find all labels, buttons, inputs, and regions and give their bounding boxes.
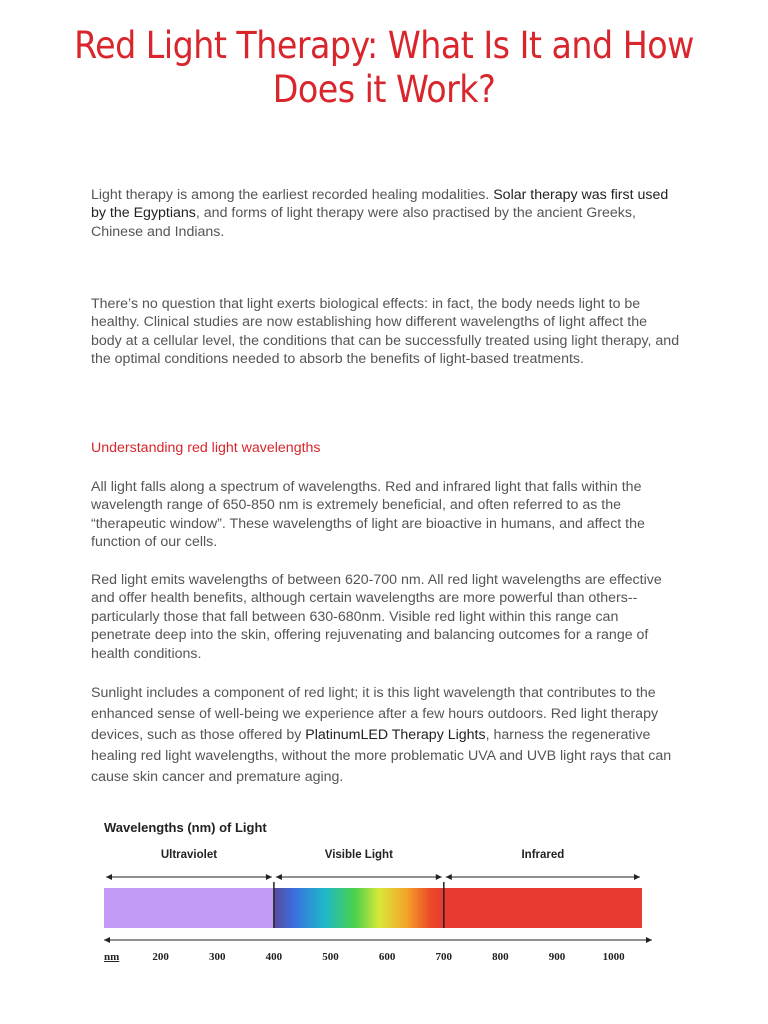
band-arrow-head <box>276 874 282 880</box>
band-label: Infrared <box>521 849 565 861</box>
band-arrow-head <box>436 874 442 880</box>
platinumled-link[interactable]: PlatinumLED Therapy Lights <box>305 727 486 743</box>
band-arrow-head <box>634 874 640 880</box>
tick-label: 300 <box>209 951 226 963</box>
tick-label: 700 <box>435 951 453 963</box>
tick-label: 600 <box>378 951 396 963</box>
band-arrow-head <box>266 874 272 880</box>
chart-title: Wavelengths (nm) of Light <box>104 820 267 835</box>
egyptians-link[interactable]: Solar therapy was first used by the Egyptians <box>91 187 669 222</box>
tick-label: 800 <box>492 951 509 963</box>
axis-arrow-right <box>646 937 652 943</box>
paragraph-intro: Light therapy is among the earliest recorded healing modalities. Solar therapy was first used by the Egyptians, and forms of light therapy were also practised by the ancient Greeks, Chinese and Indians. <box>91 187 669 240</box>
tick-label: 1000 <box>602 951 625 963</box>
band-infrared <box>444 888 642 928</box>
section-heading: Understanding red light wavelengths <box>91 440 321 456</box>
page-title: Red Light Therapy: What Is It and How Does it Work? <box>74 24 694 111</box>
wavelength-chart-svg <box>100 812 660 972</box>
paragraph-biological-effects: There’s no question that light exerts biological effects: in fact, the body needs light to be healthy. Clinical studies are now establishing how different wavelengths of light affect the body at a cellular level, the conditions that can be successfully treated using light therapy, and the optimal conditions needed to absorb the benefits of light-based treatments. <box>91 296 680 368</box>
tick-label: 400 <box>265 951 283 963</box>
axis-arrow-left <box>104 937 110 943</box>
tick-label: 500 <box>322 951 339 963</box>
tick-label: 200 <box>152 951 169 963</box>
paragraph-sunlight: Sunlight includes a component of red light; it is this light wavelength that contributes to the enhanced sense of well-being we experience after a few hours outdoors. Red light therapy devices, such as those offered by PlatinumLED Therapy Lights, harness the regenerative healing red light wavelengths, without the more problematic UVA and UVB light rays that can cause skin cancer and premature aging. <box>91 685 672 785</box>
paragraph-spectrum: All light falls along a spectrum of wavelengths. Red and infrared light that falls within the wavelength range of 650-850 nm is extremely beneficial, and often referred to as the “therapeutic window”. These wavelengths of light are bioactive in humans, and affect the function of our cells. <box>91 479 645 551</box>
band-label: Ultraviolet <box>160 849 218 861</box>
wavelength-chart <box>100 812 660 972</box>
axis-unit-label: nm <box>104 951 120 963</box>
tick-label: 900 <box>548 951 566 963</box>
band-visible-light <box>274 888 444 928</box>
band-arrow-head <box>106 874 112 880</box>
band-ultraviolet <box>104 888 274 928</box>
paragraph-red-light: Red light emits wavelengths of between 620-700 nm. All red light wavelengths are effective and offer health benefits, although certain wavelengths are more powerful than others--particularly those that fall between 630-680nm. Visible red light within this range can penetrate deep into the skin, offering rejuvenating and balancing outcomes for a range of health conditions. <box>91 572 662 662</box>
band-label: Visible Light <box>324 849 393 861</box>
band-arrow-head <box>446 874 452 880</box>
